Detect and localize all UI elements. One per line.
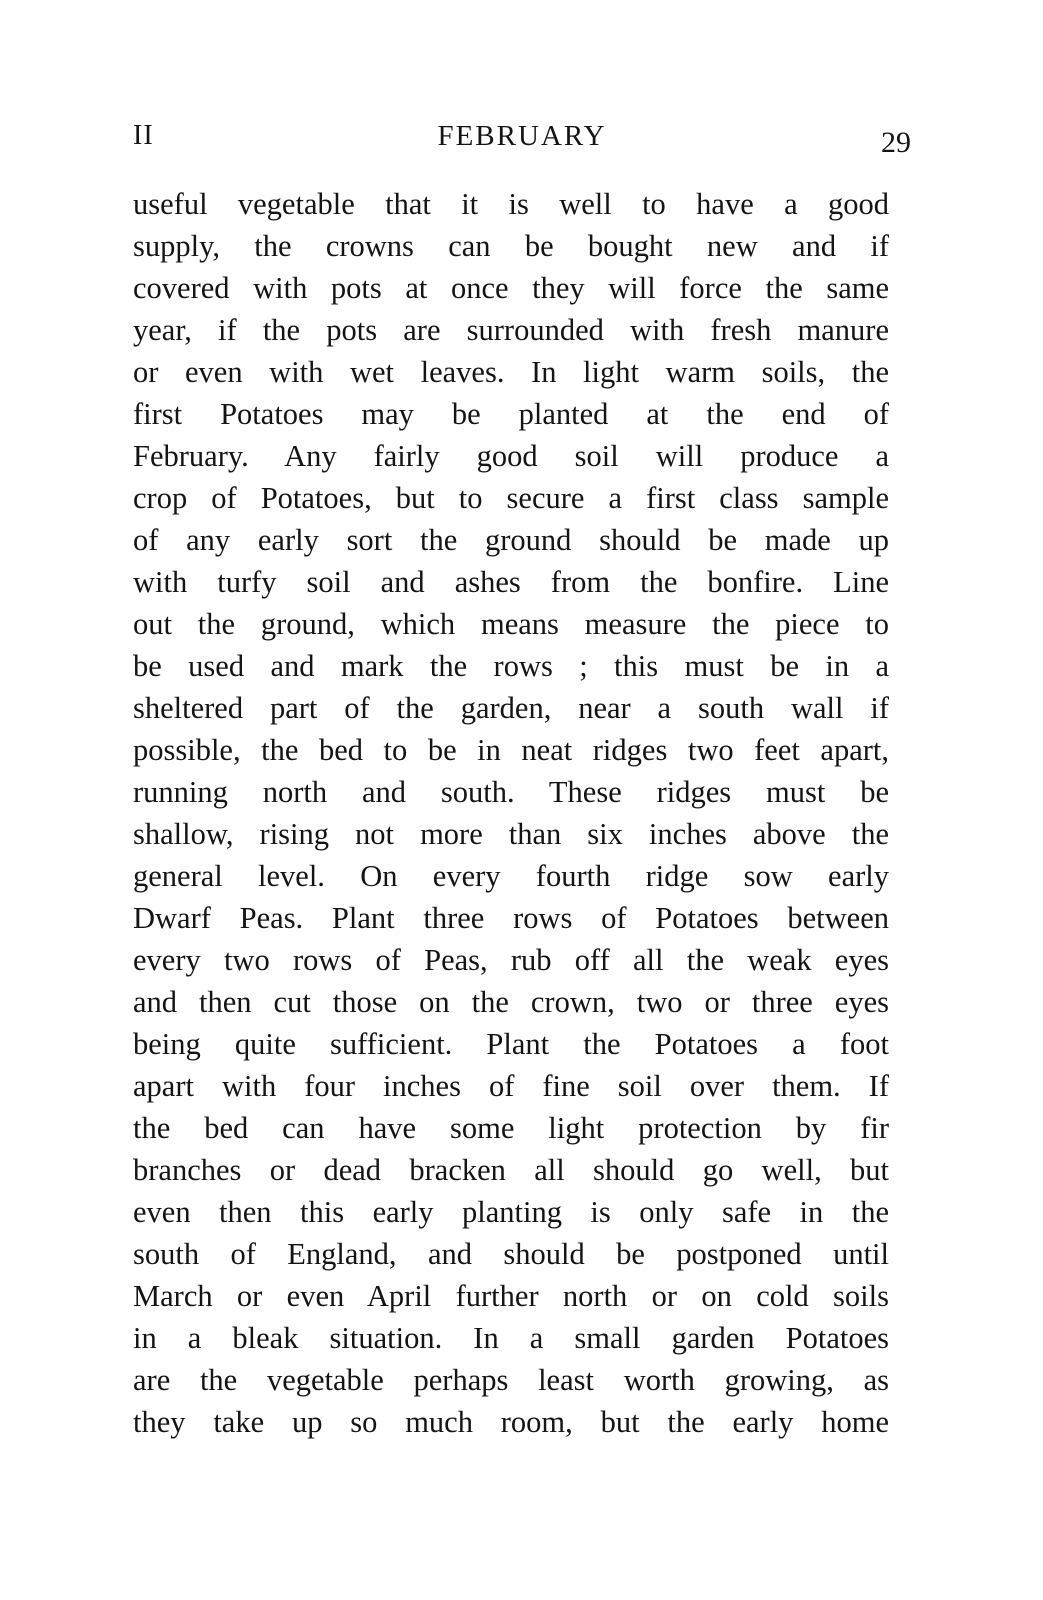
text-line: the bed can have some light protection by fir bbox=[133, 1111, 889, 1145]
text-line: with turfy soil and ashes from the bonfire. Line bbox=[133, 565, 889, 599]
text-line: February. Any fairly good soil will produce a bbox=[133, 439, 889, 473]
text-line: in a bleak situation. In a small garden Potatoes bbox=[133, 1321, 889, 1355]
text-line: general level. On every fourth ridge sow early bbox=[133, 859, 889, 893]
body-text bbox=[133, 183, 889, 1443]
text-line: Dwarf Peas. Plant three rows of Potatoes between bbox=[133, 901, 889, 935]
text-line: supply, the crowns can be bought new and if bbox=[133, 229, 889, 263]
text-line: covered with pots at once they will force the same bbox=[133, 271, 889, 305]
text-line: and then cut those on the crown, two or three eyes bbox=[133, 985, 889, 1019]
text-line: March or even April further north or on cold soils bbox=[133, 1279, 889, 1313]
text-line: or even with wet leaves. In light warm soils, the bbox=[133, 355, 889, 389]
text-line: possible, the bed to be in neat ridges two feet apart, bbox=[133, 733, 889, 767]
text-line: sheltered part of the garden, near a south wall if bbox=[133, 691, 889, 725]
text-line: running north and south. These ridges must be bbox=[133, 775, 889, 809]
text-line: first Potatoes may be planted at the end of bbox=[133, 397, 889, 431]
text-line: south of England, and should be postponed until bbox=[133, 1237, 889, 1271]
text-line: be used and mark the rows ; this must be in a bbox=[133, 649, 889, 683]
text-line: crop of Potatoes, but to secure a first class sample bbox=[133, 481, 889, 515]
text-line: every two rows of Peas, rub off all the weak eyes bbox=[133, 943, 889, 977]
text-line: being quite sufficient. Plant the Potatoes a foot bbox=[133, 1027, 889, 1061]
text-line: apart with four inches of fine soil over them. If bbox=[133, 1069, 889, 1103]
text-line: useful vegetable that it is well to have a good bbox=[133, 187, 889, 221]
chapter-numeral: II bbox=[133, 120, 154, 151]
text-line: year, if the pots are surrounded with fresh manure bbox=[133, 313, 889, 347]
text-line: are the vegetable perhaps least worth growing, as bbox=[133, 1363, 889, 1397]
text-line: out the ground, which means measure the piece to bbox=[133, 607, 889, 641]
text-line: of any early sort the ground should be made up bbox=[133, 523, 889, 557]
text-line: even then this early planting is only safe in the bbox=[133, 1195, 889, 1229]
text-line: they take up so much room, but the early home bbox=[133, 1405, 889, 1439]
text-line: branches or dead bracken all should go well, but bbox=[133, 1153, 889, 1187]
page-header bbox=[133, 118, 911, 158]
page-number: 29 bbox=[881, 126, 911, 159]
running-title: FEBRUARY bbox=[437, 120, 607, 152]
text-line: shallow, rising not more than six inches above the bbox=[133, 817, 889, 851]
